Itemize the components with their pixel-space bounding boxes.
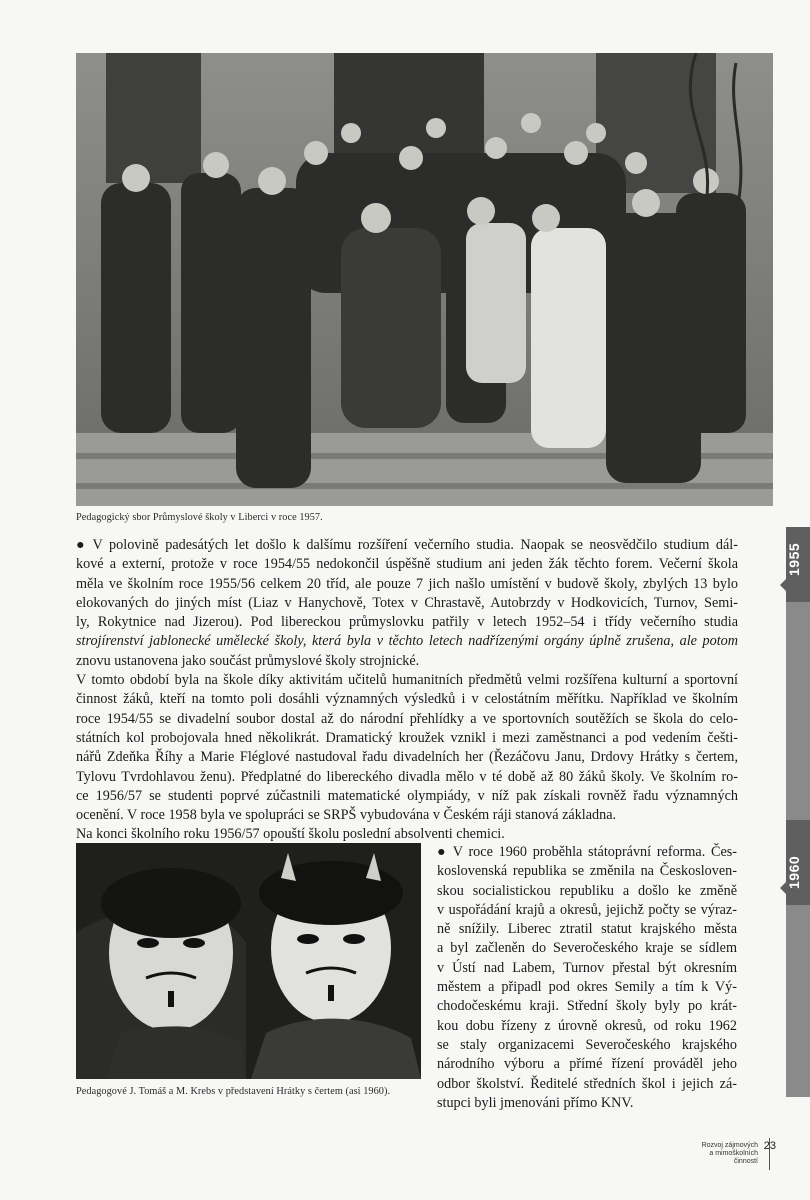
side-line-9: kou dobu řízeny z úrovně okresů, od roku 1962 [437,1017,737,1034]
side-line-6: v Ústí nad Labem, Turnov přestal být okresním [437,959,737,976]
main-line-4: ly, Rokytnice nad Jizerou). Pod libereckou průmyslovku patřily v letech 1952–54 i třídy večerního studia [76,614,738,631]
page-number: 23 [763,1140,776,1152]
main-line-15: Na konci školního roku 1956/57 opouští školu poslední absolventi chemici. [76,826,505,843]
side-line-8: chodočeskému kraji. Střední školy byly po krát- [437,998,737,1015]
main-line-8: činnost žáků, kteří na tomto poli dosáhli významných výsledků i v celostátním měřítku. Například ve školním [76,691,738,708]
group-photo-caption: Pedagogický sbor Průmyslové školy v Liberci v roce 1957. [76,512,323,523]
main-line-12: Tylovu Tvrdohlavou ženu). Předplatné do libereckého divadla mělo v té době až 80 žáků školy. Ve školním ro- [76,768,738,785]
group-photo [76,53,773,506]
side-line-12: odbor školství. Ředitelé středních škol i jejich zá- [437,1075,737,1092]
side-line-13: stupci byli jmenováni přímo KNV. [437,1094,634,1111]
actors-photo-caption: Pedagogové J. Tomáš a M. Krebs v představení Hrátky s čertem (asi 1960). [76,1086,391,1097]
year-label-1955: 1955 [786,542,802,577]
side-line-4: ně snížily. Liberec ztratil statut krajského města [437,921,737,938]
side-line-11: národního výboru a přímé řízení prováděl jeho [437,1056,737,1073]
side-line-1: koslovenská republika se změnila na Českosloven- [437,863,737,880]
main-line-3: elokovaných do jiných míst (Liaz v Hanychově, Totex v Chrastavě, Autobrzdy v Hodkovicích, Turnov, Semi- [76,594,738,611]
main-line-0: ● V polovině padesátých let došlo k dalšímu rozšíření večerního studia. Naopak se neosvědčilo studium dál- [76,537,738,553]
side-line-7: městem a připadl pod okres Semily a tím k Vý- [437,979,737,996]
side-line-3: v uspořádání krajů a okresů, jejichž počty se výraz- [437,901,737,918]
main-line-5: strojírenství jablonecké umělecké školy, která byla v těchto letech nadřízenými orgány úplně zrušena, ale potom [76,633,738,650]
group-photo-illustration [76,53,773,506]
side-text [437,843,737,1113]
timeline-sidebar [786,527,810,1097]
actors-photo-illustration [76,843,421,1079]
side-line-5: a byl začleněn do Severočeského kraje se sídlem [437,940,737,957]
section-title: Rozvoj zájmových a mimoškolních činností [701,1142,758,1165]
main-line-1: kové a externí, protože v roce 1954/55 nedokončil úspěšně studium ani jeden žák těchto forem. Večerní škola [76,556,738,573]
main-line-9: roce 1954/55 se divadelní soubor dostal až do národní přehlídky a ve sportovních soutěžích se škola do celo- [76,710,738,727]
year-label-1960: 1960 [786,855,802,890]
main-line-10: státních kol probojovala hned několikrát. Dramatický kroužek vznikl i mezi zaměstnanci a pod vedením češti- [76,729,738,746]
side-line-0: ● V roce 1960 proběhla státoprávní reforma. Čes- [437,844,737,860]
main-line-11: nářů Zdeňka Říhy a Marie Fléglové nastudoval řadu divadelních her (Řezáčovu Janu, Drdovy Hrátky s čertem, [76,749,738,766]
side-line-10: se staly organizacemi Severočeského krajského [437,1036,737,1053]
main-line-7: V tomto období byla na škole díky aktivitám učitelů humanitních předmětů velmi rozšířena kulturní a sportovní [76,672,738,689]
main-text [76,536,738,845]
main-line-14: ocenění. V roce 1958 byla ve spolupráci se SRPŠ vybudována v Českém ráji stanová základna. [76,807,617,824]
bullet-icon: ● [76,537,88,553]
main-line-13: ce 1956/57 se studenti poprvé zúčastnili matematické olympiády, v níž pak získali rovněž řadu významných [76,787,738,804]
main-line-6: znovu ustanovena jako součást průmyslové školy strojnické. [76,652,420,669]
main-line-2: měla ve školním roce 1955/56 celkem 20 tříd, ale pouze 7 jich našlo umístění v budově školy, zbylých 13 bylo [76,575,738,592]
bullet-icon: ● [437,844,448,860]
side-line-2: skou socialistickou republiku a došlo ke změně [437,882,737,899]
actors-photo [76,843,421,1079]
